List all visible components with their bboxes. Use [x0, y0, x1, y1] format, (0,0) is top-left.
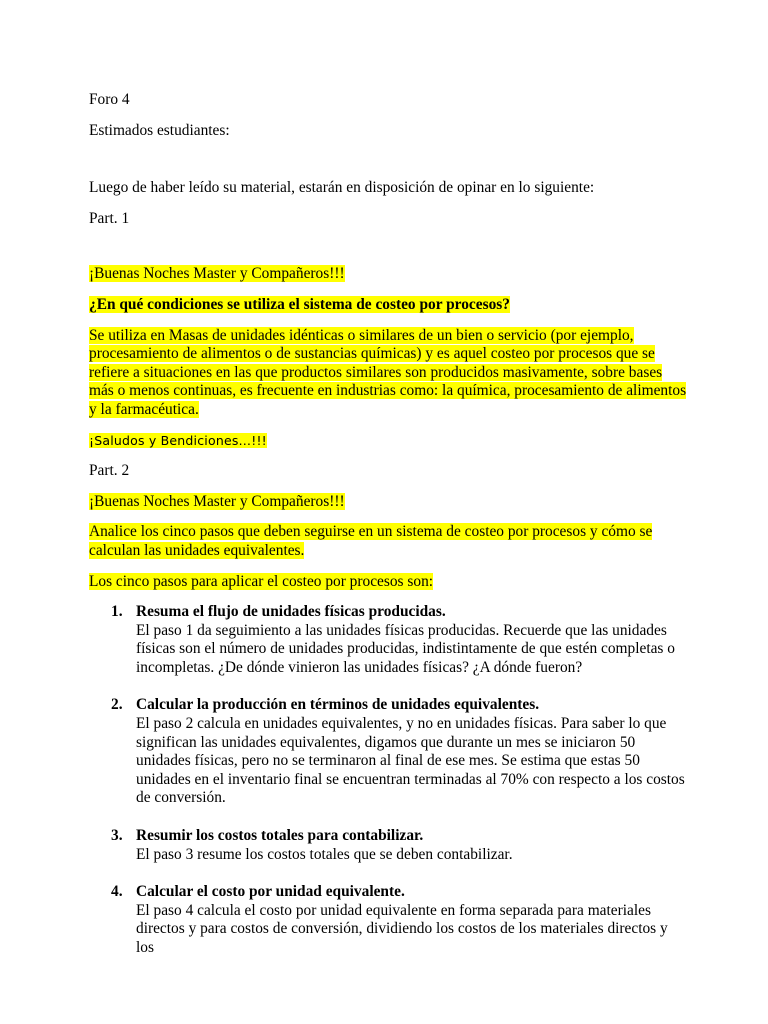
part2-label: Part. 2	[89, 462, 130, 480]
part1-label: Part. 1	[89, 209, 130, 227]
part1-question	[89, 296, 689, 315]
step-number: 4.	[111, 883, 123, 901]
step-number: 2.	[111, 696, 123, 714]
step-body: El paso 2 calcula en unidades equivalentes, y no en unidades físicas. Para saber lo que significan las unidades equivalentes, digamos que durante un mes se iniciaron 50 unidades físicas, pero no se terminaron al final de ese mes. Se estima que estas 50 unidades en el inventario final se encuentran terminadas al 70% con respecto a los costos de conversión.	[136, 715, 685, 807]
steps-list	[89, 603, 689, 958]
step-title: Resumir los costos totales para contabilizar.	[136, 827, 424, 845]
part2-question	[89, 523, 689, 560]
part2-lead-text: Los cinco pasos para aplicar el costeo por procesos son:	[89, 572, 434, 590]
greeting: Estimados estudiantes:	[89, 121, 230, 139]
step-title: Calcular la producción en términos de unidades equivalentes.	[136, 696, 540, 714]
part1-question-text: ¿En qué condiciones se utiliza el sistema de costeo por procesos?	[89, 295, 510, 313]
part2-salutation	[89, 493, 689, 512]
spacer	[89, 152, 689, 179]
part1-salutation-text: ¡Buenas Noches Master y Compañeros!!!	[89, 265, 345, 283]
part1-answer-text: Se utiliza en Masas de unidades idénticas o similares de un bien o servicio (por ejemplo, procesamiento de alimentos o de sustancias químicas) y es aquel costeo por procesos que se refiere a situaciones en las que productos similares son producidos masivamente, sobre bases más o menos continuas, es frecuente en industrias como: la química, procesamiento de alimentos y la farmacéutica.	[89, 326, 687, 418]
step-title: Resuma el flujo de unidades físicas producidas.	[136, 603, 446, 621]
step-number: 1.	[111, 603, 123, 621]
list-item	[89, 696, 689, 808]
step-body: El paso 3 resume los costos totales que se deben contabilizar.	[136, 845, 513, 863]
part1-closing	[89, 432, 689, 451]
document-body	[89, 91, 689, 977]
part2-salutation-text: ¡Buenas Noches Master y Compañeros!!!	[89, 492, 345, 510]
part2-question-text: Analice los cinco pasos que deben seguirse en un sistema de costeo por procesos y cómo se calculan las unidades equivalentes.	[89, 523, 653, 559]
part1-salutation	[89, 265, 689, 284]
list-item	[89, 603, 689, 677]
doc-title: Foro 4	[89, 91, 130, 108]
part2-lead	[89, 573, 689, 592]
step-number: 3.	[111, 827, 123, 845]
list-item	[89, 883, 689, 957]
step-body: El paso 4 calcula el costo por unidad equivalente en forma separada para materiales directos y para costos de conversión, dividiendo los costos de los materiales directos y los	[136, 901, 668, 956]
spacer	[89, 240, 689, 265]
part1-answer	[89, 327, 689, 420]
step-title: Calcular el costo por unidad equivalente.	[136, 883, 405, 901]
intro-text: Luego de haber leído su material, estarán en disposición de opinar en lo siguiente:	[89, 179, 595, 197]
part1-closing-text: ¡Saludos y Bendiciones…!!!	[89, 432, 267, 448]
step-body: El paso 1 da seguimiento a las unidades físicas producidas. Recuerde que las unidades físicas son el número de unidades producidas, indistintamente de que estén completas o incompletas. ¿De dónde vinieron las unidades físicas? ¿A dónde fueron?	[136, 621, 675, 676]
list-item	[89, 827, 689, 864]
